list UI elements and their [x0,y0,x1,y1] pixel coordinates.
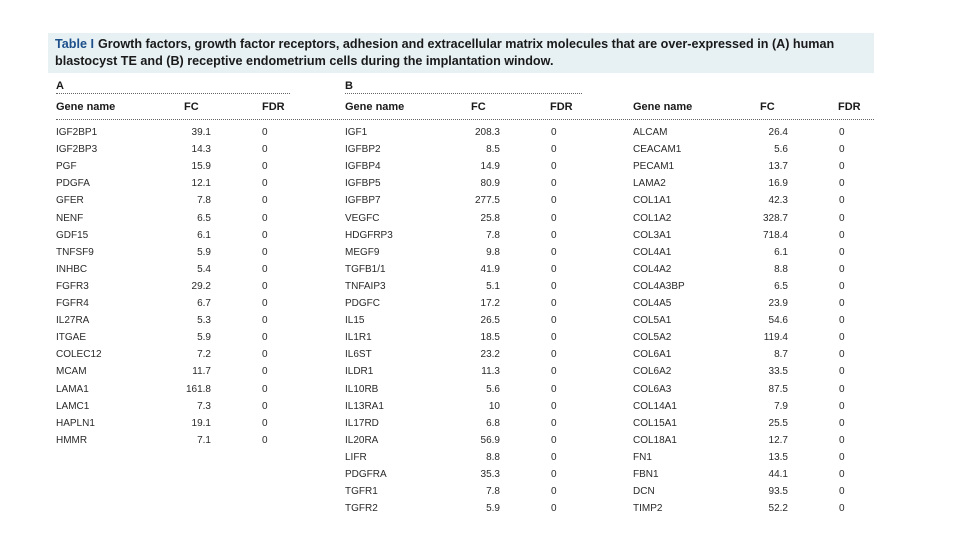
gene-name-cell: LIFR [345,451,367,463]
fc-value-cell: 8.8 [486,451,500,463]
fdr-value-cell: 0 [262,315,268,327]
fdr-value-cell: 0 [839,503,845,515]
fdr-value-cell: 0 [262,195,268,207]
gene-name-cell: ITGAE [56,332,87,344]
fc-value-cell: 18.5 [480,332,500,344]
fc-value-cell: 56.9 [480,434,500,446]
fdr-value-cell: 0 [839,486,845,498]
fc-value-cell: 6.1 [197,229,211,241]
gene-name-cell: COL4A5 [633,298,672,309]
fc-value-cell: 33.5 [768,366,788,378]
gene-name-cell: HDGFRP3 [345,229,393,241]
fdr-value-cell: 0 [551,332,557,344]
gene-name-cell: COL3A1 [633,229,672,241]
fdr-value-cell: 0 [551,178,557,190]
gene-name-cell: COL5A1 [633,315,672,327]
fdr-value-cell: 0 [839,298,845,309]
fdr-value-cell: 0 [262,280,268,292]
fdr-value-cell: 0 [551,315,557,327]
fdr-value-cell: 0 [262,298,268,309]
gene-name-cell: IL1R1 [345,332,372,344]
gene-name-cell: PDGFA [56,178,90,190]
gene-name-cell: GDF15 [56,229,89,241]
fdr-value-cell: 0 [839,195,845,207]
gene-name-cell: TNFAIP3 [345,280,386,292]
fdr-value-cell: 0 [551,298,557,309]
section-b-label: B [345,80,353,92]
fdr-value-cell: 0 [551,263,557,275]
fc-value-cell: 10 [488,400,500,412]
fdr-value-cell: 0 [551,127,557,138]
header-fc-a: FC [184,101,199,113]
fc-value-cell: 6.1 [774,246,788,258]
fc-value-cell: 54.6 [768,315,788,327]
table-caption [48,33,874,73]
fc-value-cell: 52.2 [768,503,788,515]
gene-name-cell: COL1A1 [633,195,672,207]
fdr-value-cell: 0 [262,144,268,156]
fc-value-cell: 87.5 [768,383,788,395]
gene-name-cell: FGFR4 [56,298,89,309]
header-fdr-a: FDR [262,101,285,113]
fc-value-cell: 328.7 [762,212,788,224]
fdr-value-cell: 0 [551,246,557,258]
fc-value-cell: 6.5 [197,212,211,224]
fdr-value-cell: 0 [839,161,845,173]
fdr-value-cell: 0 [262,383,268,395]
fc-value-cell: 25.5 [768,417,788,429]
gene-name-cell: COL18A1 [633,434,677,446]
header-fdr-b2: FDR [838,101,861,113]
gene-name-cell: IGFBP2 [345,144,381,156]
fc-value-cell: 15.9 [191,161,211,173]
gene-name-cell: COL5A2 [633,332,672,344]
fc-value-cell: 5.6 [774,144,788,156]
fc-value-cell: 5.4 [197,263,211,275]
fdr-value-cell: 0 [262,332,268,344]
gene-name-cell: COL6A1 [633,349,672,361]
fdr-value-cell: 0 [262,229,268,241]
fdr-value-cell: 0 [262,366,268,378]
gene-name-cell: IL10RB [345,383,379,395]
gene-name-cell: ALCAM [633,127,668,138]
fc-value-cell: 5.1 [486,280,500,292]
gene-name-cell: COL6A3 [633,383,672,395]
fc-value-cell: 13.7 [768,161,788,173]
section-a-label: A [56,80,64,92]
fdr-value-cell: 0 [262,127,268,138]
gene-name-cell: TGFR1 [345,486,378,498]
fc-value-cell: 39.1 [191,127,211,138]
header-gene-name-a: Gene name [56,101,116,113]
gene-name-cell: COL4A3BP [633,280,685,292]
fc-value-cell: 7.2 [197,349,211,361]
fc-value-cell: 42.3 [768,195,788,207]
gene-name-cell: LAMA2 [633,178,666,190]
gene-name-cell: PGF [56,161,77,173]
gene-name-cell: IL20RA [345,434,379,446]
fc-value-cell: 6.8 [486,417,500,429]
gene-name-cell: TGFB1/1 [345,263,386,275]
fdr-value-cell: 0 [262,263,268,275]
fdr-value-cell: 0 [839,315,845,327]
header-fc-b2: FC [760,101,775,113]
fc-value-cell: 44.1 [768,469,788,480]
fc-value-cell: 7.3 [197,400,211,412]
gene-name-cell: IL6ST [345,349,372,361]
fc-value-cell: 8.7 [774,349,788,361]
fdr-value-cell: 0 [262,417,268,429]
fc-value-cell: 5.6 [486,383,500,395]
fc-value-cell: 208.3 [474,127,500,138]
fc-value-cell: 29.2 [191,280,211,292]
fdr-value-cell: 0 [839,417,845,429]
fdr-value-cell: 0 [262,434,268,446]
gene-name-cell: IGF2BP3 [56,144,98,156]
fc-value-cell: 6.7 [197,298,211,309]
fdr-value-cell: 0 [551,195,557,207]
gene-name-cell: IL15 [345,315,365,327]
fc-value-cell: 7.9 [774,400,788,412]
fc-value-cell: 93.5 [768,486,788,498]
fdr-value-cell: 0 [839,280,845,292]
header-fdr-b1: FDR [550,101,573,113]
table-label: Table I [55,37,94,51]
fdr-value-cell: 0 [551,280,557,292]
fdr-value-cell: 0 [839,144,845,156]
gene-name-cell: IL27RA [56,315,90,327]
gene-name-cell: COLEC12 [56,349,102,361]
gene-name-cell: COL1A2 [633,212,672,224]
fdr-value-cell: 0 [551,366,557,378]
fdr-value-cell: 0 [551,161,557,173]
fdr-value-cell: 0 [839,263,845,275]
fdr-value-cell: 0 [551,503,557,515]
fc-value-cell: 7.1 [197,434,211,446]
fdr-value-cell: 0 [551,400,557,412]
gene-name-cell: PECAM1 [633,161,675,173]
fc-value-cell: 13.5 [768,451,788,463]
gene-name-cell: IGFBP4 [345,161,381,173]
fc-value-cell: 12.7 [768,434,788,446]
fc-value-cell: 16.9 [768,178,788,190]
gene-name-cell: IL17RD [345,417,379,429]
gene-name-cell: CEACAM1 [633,144,682,156]
gene-name-cell: PDGFC [345,298,380,309]
gene-name-cell: FBN1 [633,469,659,480]
gene-name-cell: HAPLN1 [56,417,95,429]
fc-value-cell: 12.1 [191,178,211,190]
fc-value-cell: 17.2 [480,298,500,309]
gene-name-cell: VEGFC [345,212,380,224]
fc-value-cell: 41.9 [480,263,500,275]
gene-name-cell: MCAM [56,366,87,378]
fdr-value-cell: 0 [262,349,268,361]
fc-value-cell: 8.5 [486,144,500,156]
header-gene-name-b1: Gene name [345,101,405,113]
fdr-value-cell: 0 [839,332,845,344]
gene-name-cell: ILDR1 [345,366,374,378]
gene-name-cell: IGF2BP1 [56,127,98,138]
fdr-value-cell: 0 [551,417,557,429]
gene-name-cell: TIMP2 [633,503,663,515]
fc-value-cell: 7.8 [486,486,500,498]
gene-name-cell: DCN [633,486,655,498]
gene-name-cell: FN1 [633,451,652,463]
fc-value-cell: 8.8 [774,263,788,275]
fc-value-cell: 9.8 [486,246,500,258]
gene-name-cell: NENF [56,212,84,224]
fc-value-cell: 161.8 [185,383,211,395]
fc-value-cell: 11.7 [192,366,211,378]
fdr-value-cell: 0 [262,246,268,258]
fdr-value-cell: 0 [839,366,845,378]
fc-value-cell: 23.2 [480,349,500,361]
gene-name-cell: COL14A1 [633,400,677,412]
fdr-value-cell: 0 [839,349,845,361]
header-fc-b1: FC [471,101,486,113]
fc-value-cell: 5.9 [197,246,211,258]
fdr-value-cell: 0 [551,144,557,156]
gene-name-cell: COL4A1 [633,246,672,258]
fdr-value-cell: 0 [839,469,845,480]
fc-value-cell: 718.4 [762,229,788,241]
fc-value-cell: 5.9 [197,332,211,344]
fdr-value-cell: 0 [839,127,845,138]
fc-value-cell: 14.9 [480,161,500,173]
gene-name-cell: COL6A2 [633,366,672,378]
fdr-value-cell: 0 [551,383,557,395]
gene-name-cell: IGFBP7 [345,195,381,207]
fc-value-cell: 26.4 [768,127,788,138]
header-divider [56,119,874,120]
gene-name-cell: GFER [56,195,84,207]
gene-name-cell: IGF1 [345,127,368,138]
fc-value-cell: 23.9 [768,298,788,309]
gene-name-cell: IL13RA1 [345,400,384,412]
gene-name-cell: COL15A1 [633,417,677,429]
gene-name-cell: COL4A2 [633,263,672,275]
fc-value-cell: 5.9 [486,503,500,515]
fdr-value-cell: 0 [839,246,845,258]
gene-name-cell: LAMA1 [56,383,89,395]
fdr-value-cell: 0 [839,229,845,241]
caption-text: Growth factors, growth factor receptors, adhesion and extracellular matrix molecules that are over-expressed in (A) human blastocyst TE and (B) receptive endometrium cells during the implantation window. [55,37,835,68]
fdr-value-cell: 0 [839,434,845,446]
fc-value-cell: 80.9 [480,178,500,190]
gene-name-cell: PDGFRA [345,469,387,480]
fdr-value-cell: 0 [551,469,557,480]
fc-value-cell: 277.5 [474,195,500,207]
gene-name-cell: TNFSF9 [56,246,94,258]
fdr-value-cell: 0 [839,400,845,412]
fdr-value-cell: 0 [551,486,557,498]
gene-name-cell: INHBC [56,263,88,275]
gene-name-cell: MEGF9 [345,246,380,258]
gene-name-cell: TGFR2 [345,503,378,515]
header-gene-name-b2: Gene name [633,101,693,113]
fdr-value-cell: 0 [551,212,557,224]
fc-value-cell: 6.5 [774,280,788,292]
fdr-value-cell: 0 [839,383,845,395]
fdr-value-cell: 0 [839,178,845,190]
fdr-value-cell: 0 [262,178,268,190]
fdr-value-cell: 0 [262,400,268,412]
section-a-divider [56,93,290,94]
fc-value-cell: 11.3 [481,366,500,378]
fc-value-cell: 35.3 [480,469,500,480]
gene-name-cell: LAMC1 [56,400,90,412]
fdr-value-cell: 0 [551,451,557,463]
fdr-value-cell: 0 [551,349,557,361]
fdr-value-cell: 0 [262,161,268,173]
fc-value-cell: 19.1 [191,417,211,429]
fdr-value-cell: 0 [551,434,557,446]
section-b-divider [345,93,582,94]
fdr-value-cell: 0 [551,229,557,241]
fc-value-cell: 25.8 [480,212,500,224]
fc-value-cell: 14.3 [191,144,211,156]
fdr-value-cell: 0 [839,212,845,224]
fc-value-cell: 26.5 [480,315,500,327]
fc-value-cell: 7.8 [486,229,500,241]
gene-name-cell: FGFR3 [56,280,89,292]
fdr-value-cell: 0 [262,212,268,224]
gene-name-cell: IGFBP5 [345,178,381,190]
gene-name-cell: HMMR [56,434,88,446]
fc-value-cell: 119.4 [763,332,788,344]
fc-value-cell: 7.8 [197,195,211,207]
fc-value-cell: 5.3 [197,315,211,327]
fdr-value-cell: 0 [839,451,845,463]
